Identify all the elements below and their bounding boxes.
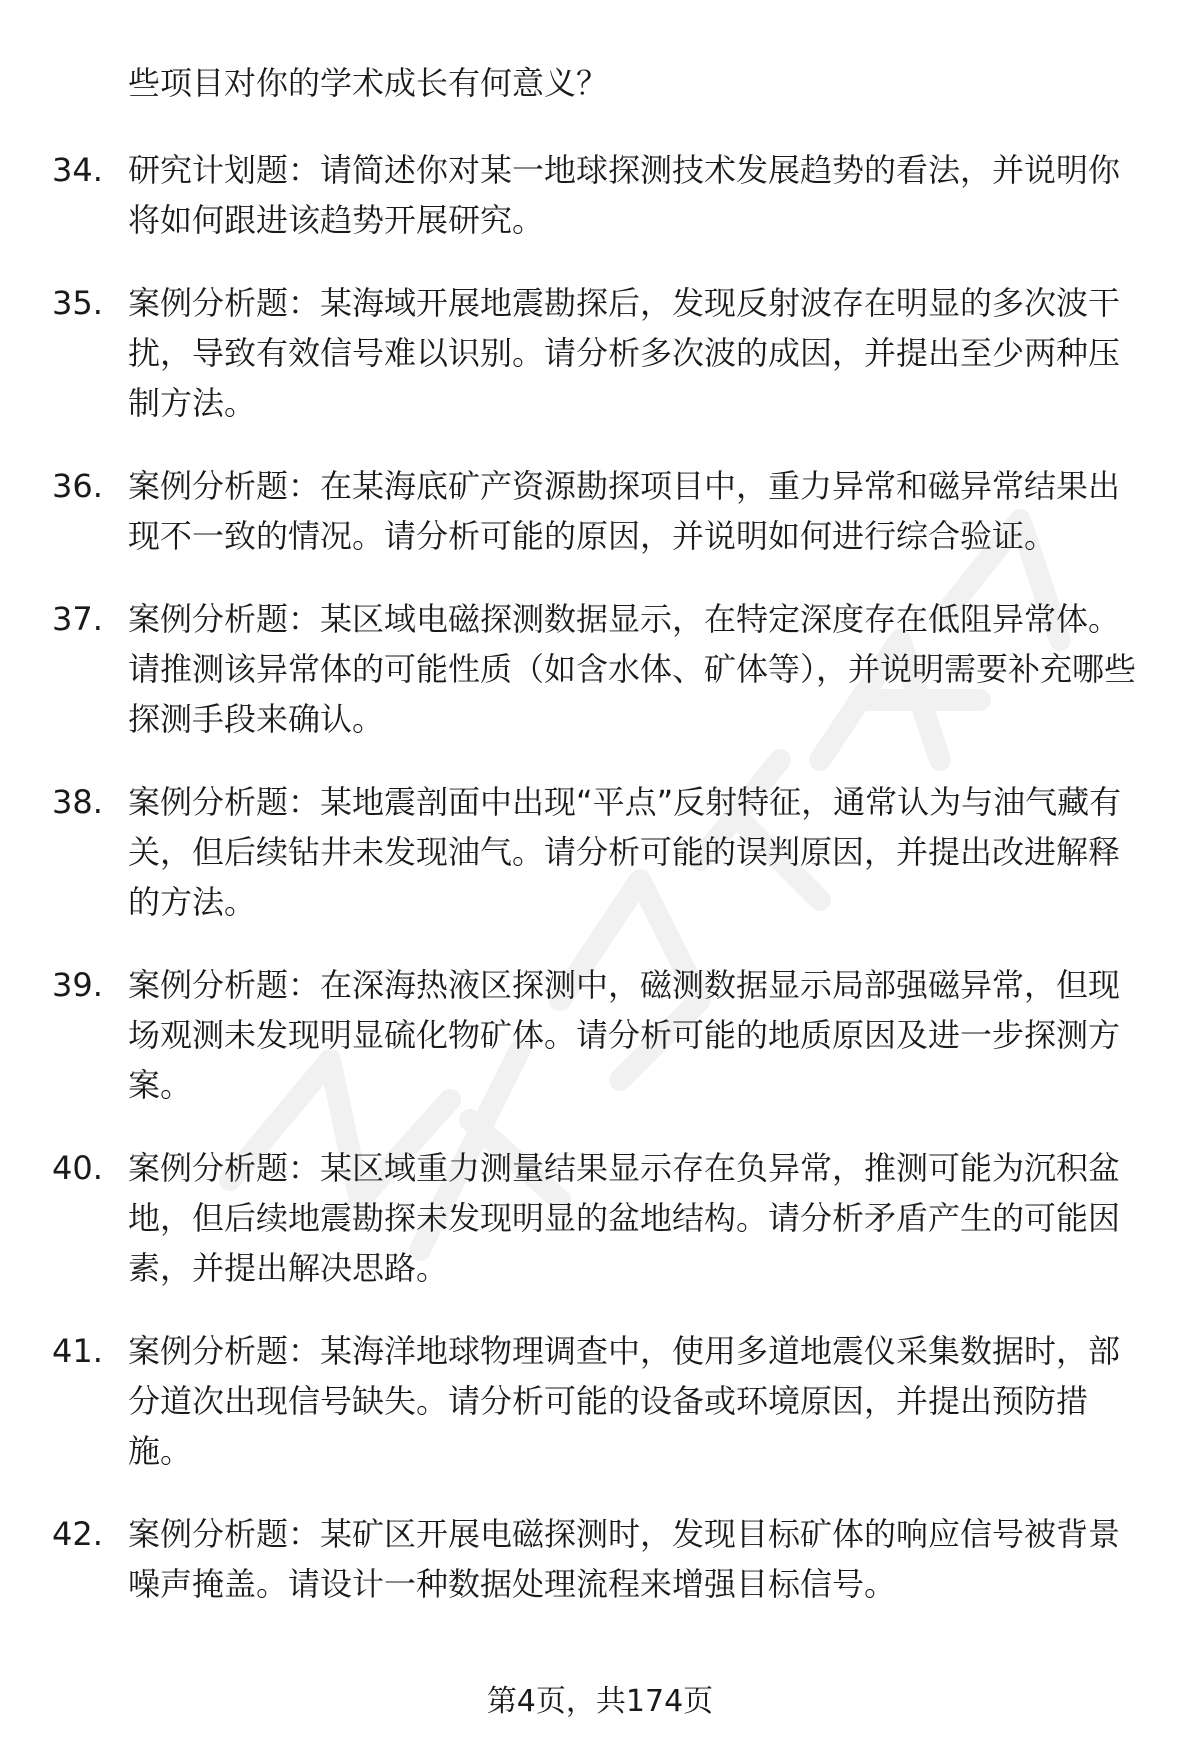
question-text: 案例分析题：在某海底矿产资源勘探项目中，重力异常和磁异常结果出现不一致的情况。请分析可能的原因，并说明如何进行综合验证。	[128, 467, 1121, 555]
question-text: 案例分析题：某区域电磁探测数据显示，在特定深度存在低阻异常体。请推测该异常体的可能性质（如含水体、矿体等），并说明需要补充哪些探测手段来确认。	[128, 600, 1137, 738]
question-text: 案例分析题：在深海热液区探测中，磁测数据显示局部强磁异常，但现场观测未发现明显硫化物矿体。请分析可能的地质原因及进一步探测方案。	[128, 966, 1121, 1104]
question-number: 42.	[52, 1515, 103, 1553]
question-item	[0, 278, 1200, 428]
question-text: 案例分析题：某矿区开展电磁探测时，发现目标矿体的响应信号被背景噪声掩盖。请设计一种数据处理流程来增强目标信号。	[128, 1515, 1121, 1603]
question-list	[0, 145, 1200, 1642]
question-text: 案例分析题：某区域重力测量结果显示存在负异常，推测可能为沉积盆地，但后续地震勘探未发现明显的盆地结构。请分析矛盾产生的可能因素，并提出解决思路。	[128, 1149, 1121, 1287]
question-item	[0, 777, 1200, 927]
question-text: 案例分析题：某地震剖面中出现“平点”反射特征，通常认为与油气藏有关，但后续钻井未发现油气。请分析可能的误判原因，并提出改进解释的方法。	[128, 783, 1122, 921]
question-number: 39.	[52, 966, 103, 1004]
question-item	[0, 145, 1200, 245]
question-number: 40.	[52, 1149, 103, 1187]
continuation-text: 些项目对你的学术成长有何意义？	[128, 64, 609, 102]
question-item	[0, 1143, 1200, 1293]
question-number: 41.	[52, 1332, 103, 1370]
page-footer: 第4页，共174页	[486, 1684, 714, 1719]
question-item	[0, 960, 1200, 1110]
question-number: 34.	[52, 151, 103, 189]
question-text: 案例分析题：某海洋地球物理调查中，使用多道地震仪采集数据时，部分道次出现信号缺失。请分析可能的设备或环境原因，并提出预防措施。	[128, 1332, 1121, 1470]
question-number: 38.	[52, 783, 103, 821]
question-item	[0, 594, 1200, 744]
question-number: 35.	[52, 284, 103, 322]
question-number: 36.	[52, 467, 103, 505]
question-item	[0, 1509, 1200, 1609]
question-text: 案例分析题：某海域开展地震勘探后，发现反射波存在明显的多次波干扰，导致有效信号难以识别。请分析多次波的成因，并提出至少两种压制方法。	[128, 284, 1121, 422]
question-item	[0, 1326, 1200, 1476]
question-text: 研究计划题：请简述你对某一地球探测技术发展趋势的看法，并说明你将如何跟进该趋势开展研究。	[128, 151, 1121, 239]
question-item	[0, 461, 1200, 561]
question-number: 37.	[52, 600, 103, 638]
